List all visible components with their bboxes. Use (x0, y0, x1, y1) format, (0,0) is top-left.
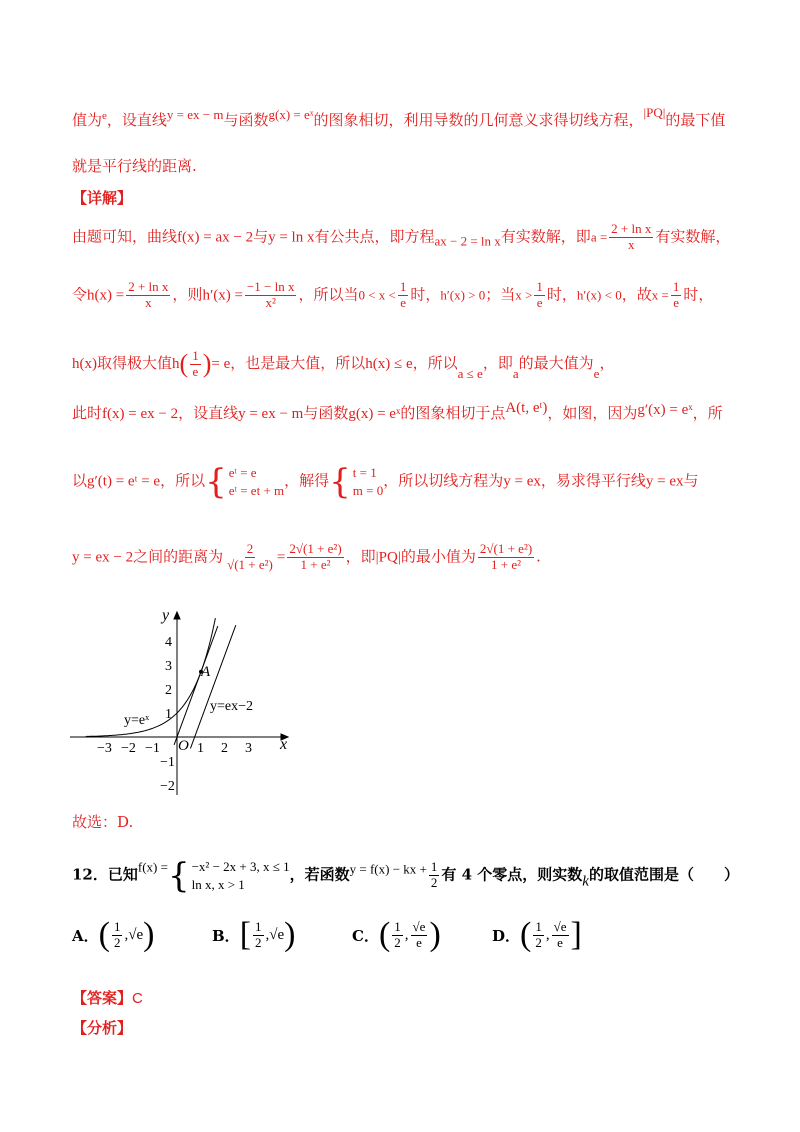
numerator: 1 (430, 859, 438, 875)
comma: , (545, 926, 550, 943)
fraction (609, 222, 653, 253)
y-tick-label: −2 (160, 779, 175, 794)
x-tick-label: −2 (121, 741, 136, 756)
numerator: 2 + ln x (611, 221, 652, 236)
system-row: eᵗ = e (228, 465, 257, 480)
line-2: 就是平行线的距离. (72, 157, 197, 175)
math-lnx: y = ln x (268, 229, 315, 246)
math-gpt: g′(t) = eᵗ = e (87, 473, 161, 490)
math-cond: 0 < x < (358, 287, 396, 303)
numerator: 1 (536, 279, 543, 294)
comma: , (404, 926, 409, 943)
fraction (112, 920, 123, 951)
fraction (392, 920, 403, 951)
exp-curve (86, 618, 216, 736)
numerator: √e (553, 918, 567, 934)
bracket-right: ) (143, 916, 155, 953)
denominator: 2 (430, 875, 438, 891)
denominator: x (628, 236, 635, 252)
text: 与函数 (223, 111, 269, 129)
line-8 (72, 542, 541, 573)
numerator: 1 (255, 918, 262, 934)
system-row: eᵗ = et + m (228, 482, 285, 498)
fraction (190, 349, 201, 380)
text: ，如图，因为 (547, 404, 638, 422)
math-line-eq: y = ex − 2 (72, 549, 134, 566)
text: 时， (410, 285, 441, 304)
bracket-left: ( (98, 916, 110, 953)
math-gx: g(x) = eˣ (268, 107, 314, 122)
brace: { (329, 461, 351, 502)
text: ；当 (485, 285, 516, 304)
denominator: e (416, 934, 422, 950)
text: ，故 (621, 285, 652, 304)
option-label: D． (492, 926, 521, 945)
denominator: √(1 + e²) (227, 556, 273, 572)
fraction (126, 280, 170, 311)
math-hx: h(x) = (87, 287, 125, 304)
fraction (411, 920, 428, 951)
math-hpx: h′(x) = (202, 287, 243, 304)
answer-header: 【答案】 (72, 989, 133, 1007)
math-gx: g(x) = eˣ (348, 406, 401, 422)
denominator: e (536, 294, 543, 310)
question-number: 12．已知 (72, 865, 138, 884)
answer-value: C (132, 990, 143, 1007)
line-3 (72, 222, 730, 253)
math-fx: f(x) = ex − 2 (102, 406, 179, 422)
math-value: = e (211, 356, 231, 372)
y-axis-arrow (174, 612, 180, 619)
text: ，所 (692, 404, 723, 422)
denominator: 1 + e² (491, 556, 522, 572)
system-1 (205, 461, 285, 502)
denominator: 2 (535, 934, 542, 950)
math-h: h (172, 356, 180, 372)
math-tangent: y = ex (645, 473, 684, 490)
x-tick-label: −3 (97, 741, 112, 756)
case-row: ln x, x > 1 (191, 876, 245, 892)
text: 的最大值为 (518, 354, 594, 372)
y-axis-label: y (162, 607, 170, 624)
function-graph (70, 600, 310, 800)
text: 与 (683, 471, 699, 490)
analysis-header: 【分析】 (72, 1019, 133, 1037)
text: ，所以 (412, 354, 458, 372)
line-1 (72, 104, 725, 130)
text: 取得极大值 (97, 354, 173, 372)
text: 以 (72, 471, 88, 490)
answer-line (72, 988, 143, 1009)
bracket-left: ( (520, 916, 532, 953)
numerator: 1 (394, 918, 401, 934)
text: 的图象相切于点 (400, 404, 506, 422)
text: ， (599, 354, 615, 372)
brace: { (167, 855, 190, 896)
fraction (253, 920, 264, 951)
math-fx: f(x) = ax − 2 (177, 229, 254, 246)
text: ，即 (345, 547, 376, 566)
text: ，所以 (160, 471, 206, 490)
text: 与 (253, 227, 269, 246)
text: ，则 (172, 285, 203, 304)
math-ineq: a ≤ e (457, 366, 483, 381)
numerator: √e (412, 918, 426, 934)
math-hx: h(x) (72, 356, 97, 372)
x-tick-label: 3 (245, 741, 252, 756)
point-a-label: A (201, 664, 211, 680)
numerator: 1 (672, 279, 680, 294)
text: ，设直线 (106, 111, 167, 129)
fraction (429, 860, 440, 891)
y-tick-label: 3 (165, 659, 172, 674)
bracket-left: ( (378, 916, 391, 953)
text: 之间的距离为 (133, 547, 224, 566)
detail-header: 【详解】 (72, 189, 133, 207)
fraction (534, 280, 545, 311)
numerator: 1 (399, 279, 407, 294)
x-tick-label: −1 (145, 741, 160, 756)
math-line-eq: y = ex − m (166, 107, 224, 122)
text: 有实数解， (655, 227, 731, 246)
text: 值为 (72, 111, 103, 129)
tangent-line (174, 626, 218, 745)
math-a: a (512, 366, 519, 381)
denominator: x² (265, 294, 276, 310)
system-row: m = 0 (352, 482, 384, 498)
denominator: e (192, 363, 199, 379)
x-tick-label: 2 (221, 741, 228, 756)
fraction (671, 280, 682, 311)
denominator: e (557, 934, 563, 950)
numerator: 2√(1 + e²) (289, 541, 342, 556)
denominator: 2 (113, 934, 121, 950)
text: ，也是最大值，所以 (230, 354, 366, 372)
y-tick-label: 1 (165, 707, 172, 722)
text: 令 (72, 285, 88, 304)
bracket-left: [ (239, 916, 252, 953)
line-5 (72, 346, 614, 383)
math-pq: |PQ| (375, 549, 401, 566)
text: 此时 (72, 404, 103, 422)
line-7 (72, 461, 699, 502)
numerator: 1 (113, 918, 121, 934)
paren-left: ( (179, 349, 189, 378)
math-fx: f(x) = (137, 859, 168, 875)
math-point-a: A(t, eᵗ) (505, 400, 548, 416)
piecewise (167, 855, 290, 896)
fraction (398, 280, 409, 311)
origin-label: O (178, 738, 189, 754)
y-tick-label: 4 (165, 635, 172, 650)
paren-right: ) (202, 349, 212, 378)
math-e: e (593, 366, 600, 381)
text: ，所以切线方程为 (383, 471, 504, 490)
fraction (533, 920, 544, 951)
numerator: 2 + ln x (128, 279, 169, 294)
option-value: √e (128, 926, 144, 943)
bracket-right: ) (284, 916, 296, 953)
text: 有实数解，即 (500, 227, 591, 246)
math-line-eq: y = ex − m (238, 406, 304, 422)
fraction (225, 542, 275, 573)
numerator: 2 (246, 541, 254, 556)
fraction (245, 280, 297, 311)
fraction (552, 920, 569, 951)
system-row: t = 1 (352, 465, 377, 480)
numerator: −1 − ln x (246, 279, 295, 294)
text: 有 4 个零点，则实数 (441, 865, 583, 884)
math-cond: x = (651, 287, 669, 303)
text: 的最小值为 (400, 547, 476, 566)
comma: , (265, 926, 270, 943)
brace: { (205, 461, 227, 502)
text: 由题可知，曲线 (72, 227, 178, 246)
denominator: x (145, 294, 152, 310)
text: ，解得 (284, 471, 330, 490)
numerator: 1 (192, 347, 199, 363)
denominator: e (673, 294, 679, 310)
math-a: a = (590, 229, 608, 245)
denominator: 1 + e² (300, 556, 331, 572)
y-tick-label: −1 (160, 755, 175, 770)
text: 时， (683, 285, 714, 304)
text: ，所以当 (298, 285, 359, 304)
math-equals: = (276, 549, 286, 566)
text: 的最下值 (665, 111, 726, 129)
parallel-line (190, 625, 235, 748)
option-b[interactable] (212, 918, 295, 952)
bracket-right: ] (570, 916, 582, 953)
fraction (478, 542, 534, 573)
option-d[interactable] (492, 918, 582, 952)
math-k: k (582, 873, 589, 890)
denominator: 2 (255, 934, 262, 950)
comma: , (124, 926, 129, 943)
math-cond: h′(x) > 0 (440, 287, 486, 303)
option-label: A． (72, 926, 99, 945)
text: ，设直线 (178, 404, 239, 422)
math-gx: y = f(x) − kx + (349, 861, 427, 877)
line-label: y=ex−2 (210, 699, 254, 714)
math-pq: |PQ| (643, 105, 666, 120)
text: 有公共点，即方程 (314, 227, 435, 246)
text: 时， (546, 285, 577, 304)
x-tick-label: 1 (197, 741, 204, 756)
line-4 (72, 280, 713, 311)
math-cond: h′(x) < 0 (576, 287, 622, 303)
math-e: e (102, 110, 107, 122)
denominator: 2 (394, 934, 401, 950)
text: ，若函数 (289, 865, 350, 884)
math-cond: x > (515, 287, 533, 303)
system-2 (329, 461, 384, 502)
question-12 (72, 855, 739, 896)
text: 与函数 (303, 404, 349, 422)
option-label: C． (352, 926, 379, 945)
text: ，易求得平行线 (540, 471, 646, 490)
math-ineq: h(x) ≤ e (365, 356, 413, 372)
x-axis-label: x (280, 736, 288, 753)
numerator: 2√(1 + e²) (479, 541, 533, 556)
option-label: B． (212, 926, 240, 945)
answer-choice: 故选：D. (72, 813, 134, 831)
curve-label: y=eˣ (124, 713, 150, 728)
text: 的图象相切，利用导数的几何意义求得切线方程， (313, 111, 644, 129)
bracket-right: ) (429, 916, 441, 953)
text: . (536, 547, 541, 566)
numerator: 1 (535, 918, 542, 934)
case-row: −x² − 2x + 3, x ≤ 1 (191, 859, 290, 874)
math-gpx: g′(x) = eˣ (637, 402, 693, 418)
fraction (287, 542, 343, 573)
option-c[interactable] (352, 918, 441, 952)
option-a[interactable] (72, 918, 154, 952)
line-6 (72, 398, 723, 424)
y-tick-label: 2 (165, 683, 172, 698)
text: ，即 (482, 354, 513, 372)
option-value: √e (269, 926, 285, 943)
math-tangent: y = ex (503, 473, 541, 490)
math-equation: ax − 2 = ln x (434, 233, 501, 249)
denominator: e (400, 294, 407, 310)
text: 的取值范围是（ ） (588, 865, 739, 884)
